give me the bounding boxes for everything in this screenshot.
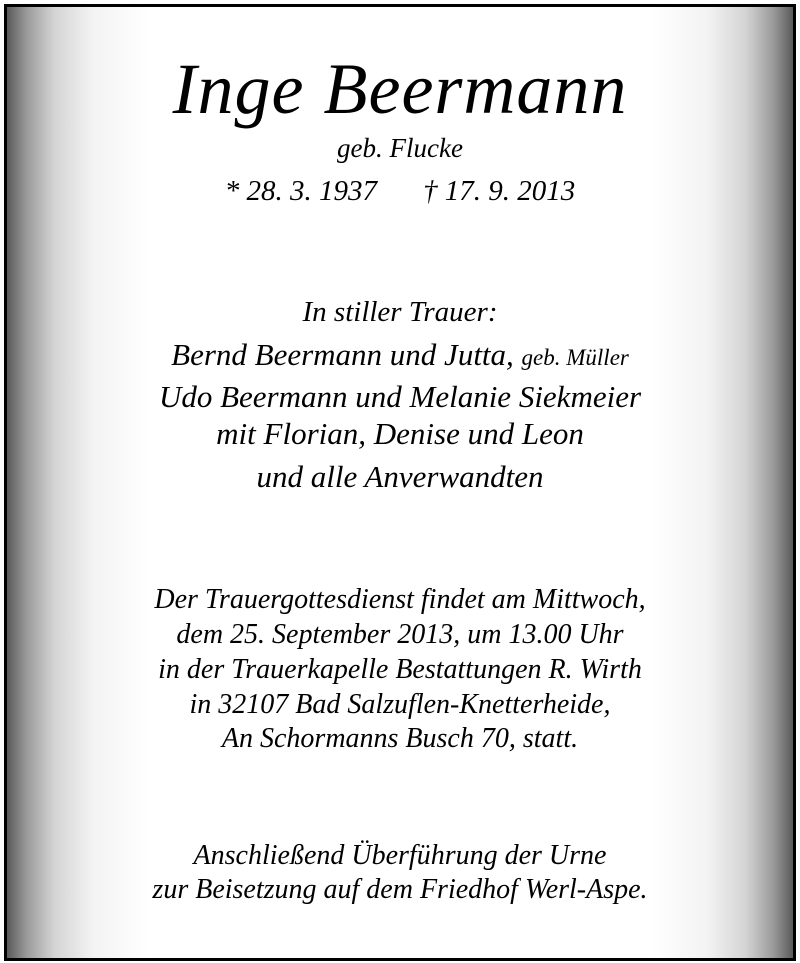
family-member: mit Florian, Denise und Leon	[216, 416, 584, 451]
family-member: Udo Beermann und Melanie Siekmeier	[158, 379, 642, 414]
service-line: in der Trauerkapelle Bestattungen R. Wirth	[158, 654, 642, 685]
family-line	[0, 336, 800, 377]
birth-date: * 28. 3. 1937	[224, 175, 377, 207]
service-line: dem 25. September 2013, um 13.00 Uhr	[176, 619, 624, 650]
family-line	[0, 415, 800, 453]
service-line: An Schormanns Busch 70, statt.	[221, 723, 579, 754]
family-member: und alle Anverwandten	[256, 459, 544, 494]
family-line	[0, 458, 800, 496]
deceased-name: Inge Beermann	[172, 49, 628, 129]
family-line	[0, 378, 800, 416]
death-date: † 17. 9. 2013	[423, 175, 576, 207]
mourning-heading: In stiller Trauer:	[302, 296, 498, 328]
family-member: Bernd Beermann und Jutta,	[171, 337, 514, 372]
life-dates	[0, 172, 800, 210]
burial-line: zur Beisetzung auf dem Friedhof Werl-Aspe.	[152, 874, 648, 905]
service-line: Der Trauergottesdienst findet am Mittwoch,	[154, 584, 646, 615]
burial-line: Anschließend Überführung der Urne	[193, 840, 607, 871]
birth-name: geb. Flucke	[337, 133, 463, 163]
family-member-birth-name: geb. Müller	[521, 345, 629, 370]
service-line: in 32107 Bad Salzuflen-Knetterheide,	[189, 689, 611, 720]
